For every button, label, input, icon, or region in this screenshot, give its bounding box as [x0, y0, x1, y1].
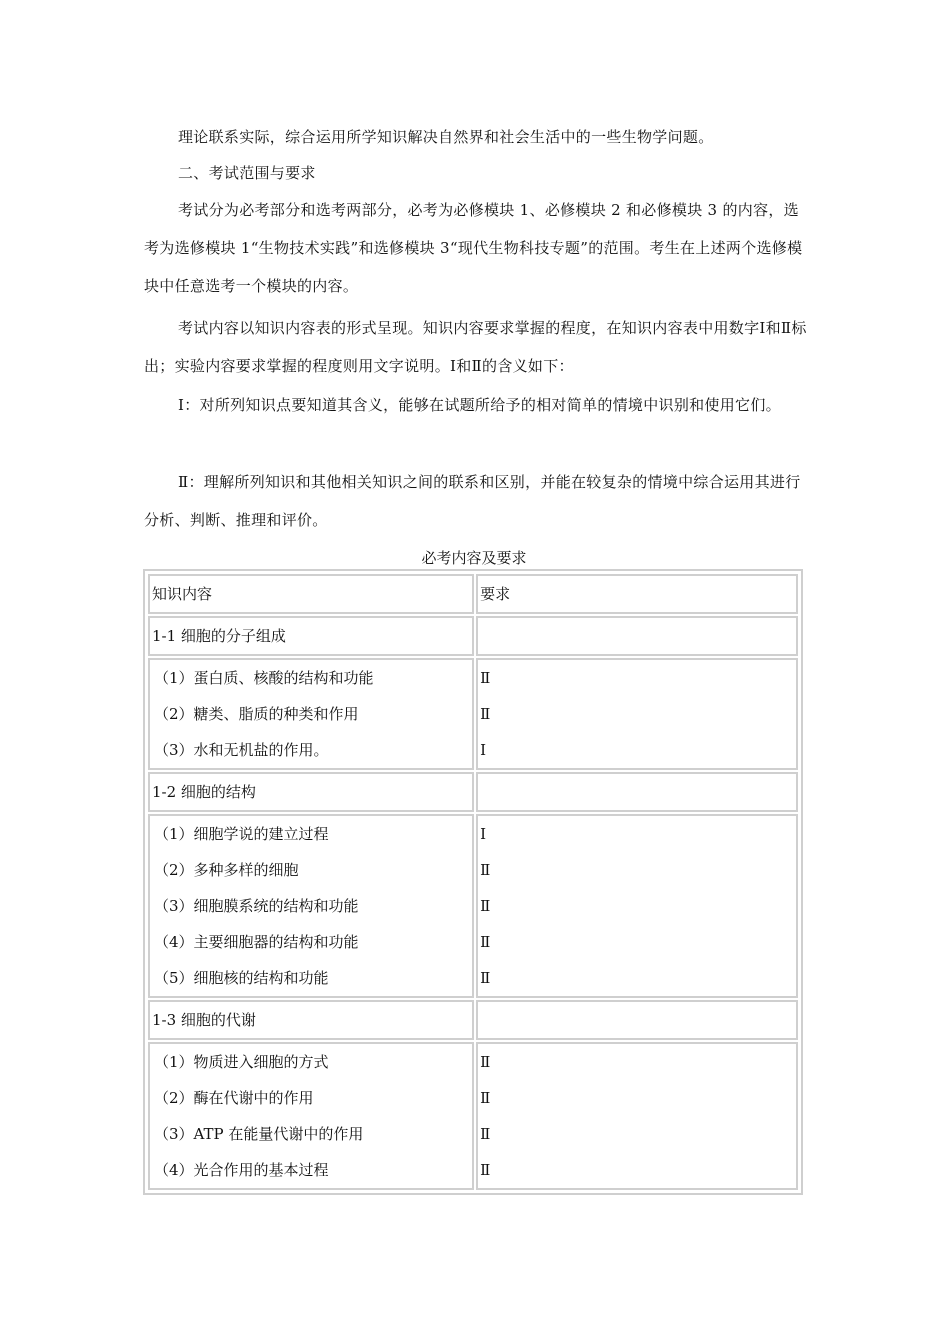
- section-row: [148, 1000, 798, 1040]
- item-level: Ⅱ: [480, 897, 491, 915]
- item-name: （3）水和无机盐的作用。: [154, 741, 329, 759]
- table-header-row: [148, 574, 798, 614]
- item-level: Ⅰ: [480, 825, 487, 843]
- item-levels-cell: [476, 1042, 798, 1190]
- item-levels-cell: [476, 814, 798, 998]
- paragraph-level-2: Ⅱ：理解所列知识和其他相关知识之间的联系和区别，并能在较复杂的情境中综合运用其进行分析、判断、推理和评价。: [144, 473, 801, 529]
- item-name: （1）物质进入细胞的方式: [154, 1053, 329, 1071]
- section-title: 1-1 细胞的分子组成: [148, 616, 474, 656]
- item-names-cell: [148, 814, 474, 998]
- item-level: Ⅱ: [480, 969, 491, 987]
- paragraph-scope: 考试分为必考部分和选考两部分，必考为必修模块 1、必修模块 2 和必修模块 3 的内容，选考为选修模块 1“生物技术实践”和选修模块 3“现代生物科技专题”的范围。考生在上述两个选修模块中任意选考一个模块的内容。: [144, 201, 803, 295]
- section-row: [148, 772, 798, 812]
- header-knowledge: 知识内容: [148, 574, 474, 614]
- item-name: （2）多种多样的细胞: [154, 861, 299, 879]
- section-title: 1-3 细胞的代谢: [148, 1000, 474, 1040]
- paragraph-intro: 理论联系实际，综合运用所学知识解决自然界和社会生活中的一些生物学问题。: [178, 128, 714, 146]
- table-body: [148, 574, 798, 1190]
- item-level: Ⅱ: [480, 933, 491, 951]
- header-requirement: 要求: [476, 574, 798, 614]
- item-level: Ⅰ: [480, 741, 487, 759]
- item-level: Ⅱ: [480, 1161, 491, 1179]
- section-items-row: [148, 814, 798, 998]
- section-requirement-empty: [476, 616, 798, 656]
- requirements-table: [143, 569, 803, 1195]
- item-level: Ⅱ: [480, 705, 491, 723]
- item-name: （3）ATP 在能量代谢中的作用: [154, 1125, 364, 1143]
- item-levels-cell: [476, 658, 798, 770]
- item-name: （4）光合作用的基本过程: [154, 1161, 329, 1179]
- item-names-cell: [148, 658, 474, 770]
- paragraph-level-1: Ⅰ：对所列知识点要知道其含义，能够在试题所给予的相对简单的情境中识别和使用它们。: [178, 396, 781, 414]
- item-level: Ⅱ: [480, 1053, 491, 1071]
- item-level: Ⅱ: [480, 669, 491, 687]
- table-caption: 必考内容及要求: [421, 549, 527, 567]
- item-name: （4）主要细胞器的结构和功能: [154, 933, 359, 951]
- paragraph-levels: 考试内容以知识内容表的形式呈现。知识内容要求掌握的程度，在知识内容表中用数字Ⅰ和Ⅱ标出；实验内容要求掌握的程度则用文字说明。Ⅰ和Ⅱ的含义如下：: [144, 319, 807, 375]
- section-requirement-empty: [476, 1000, 798, 1040]
- item-name: （3）细胞膜系统的结构和功能: [154, 897, 359, 915]
- item-name: （5）细胞核的结构和功能: [154, 969, 329, 987]
- item-name: （1）细胞学说的建立过程: [154, 825, 329, 843]
- item-level: Ⅱ: [480, 1089, 491, 1107]
- item-name: （1）蛋白质、核酸的结构和功能: [154, 669, 374, 687]
- section-row: [148, 616, 798, 656]
- item-name: （2）酶在代谢中的作用: [154, 1089, 314, 1107]
- item-names-cell: [148, 1042, 474, 1190]
- section-title: 1-2 细胞的结构: [148, 772, 474, 812]
- section-heading: 二、考试范围与要求: [178, 164, 316, 182]
- section-requirement-empty: [476, 772, 798, 812]
- item-name: （2）糖类、脂质的种类和作用: [154, 705, 359, 723]
- section-items-row: [148, 1042, 798, 1190]
- item-level: Ⅱ: [480, 1125, 491, 1143]
- item-level: Ⅱ: [480, 861, 491, 879]
- section-items-row: [148, 658, 798, 770]
